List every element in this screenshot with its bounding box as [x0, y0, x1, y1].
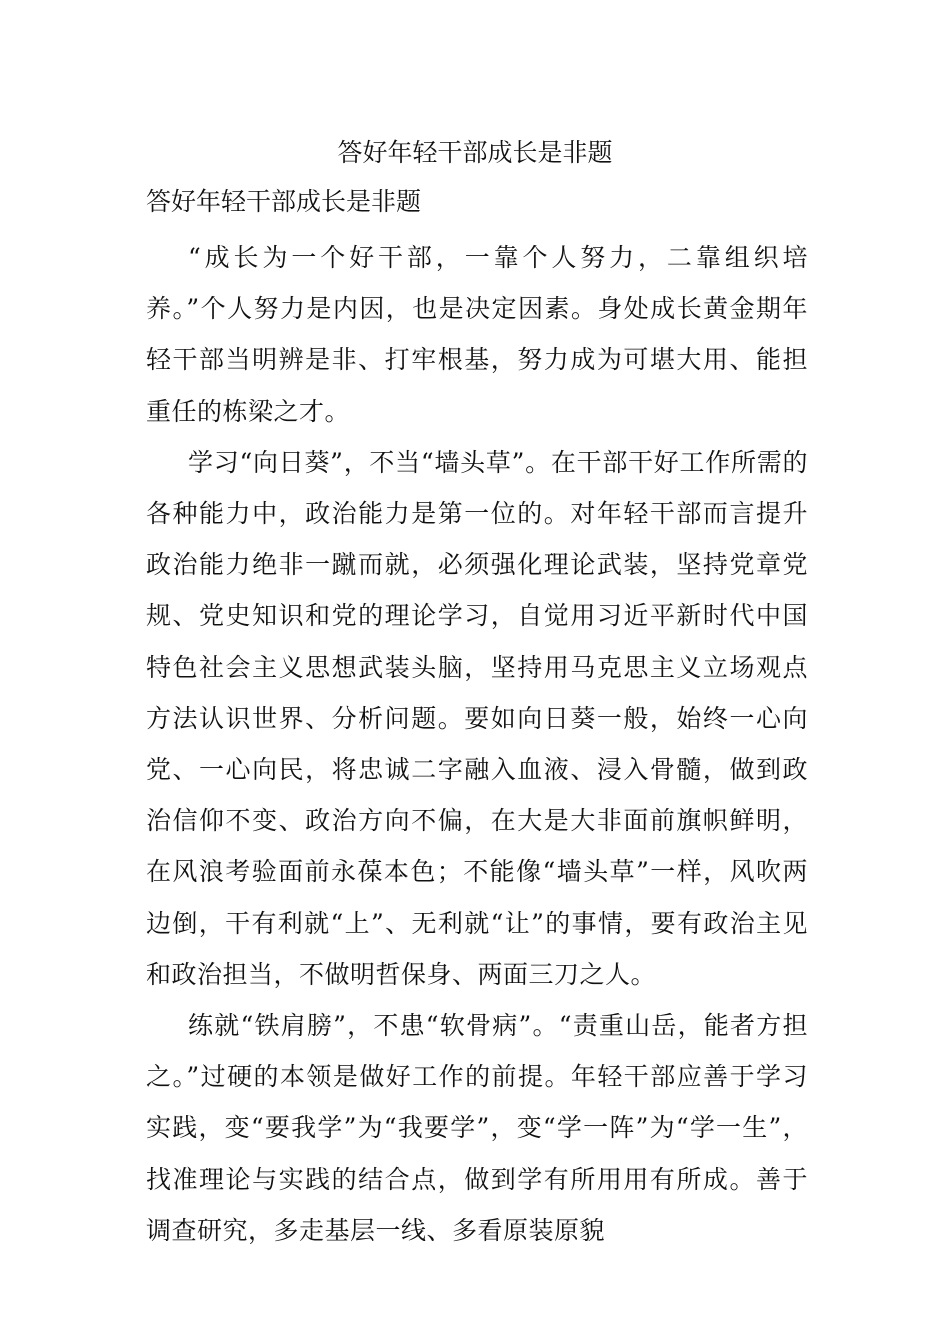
document-body — [146, 182, 808, 1256]
paragraph-1: “成长为一个好干部，一靠个人努力，二靠组织培养。”个人努力是内因，也是决定因素。身处成长黄金期年轻干部当明辨是非、打牢根基，努力成为可堪大用、能担重任的栋梁之才。 — [146, 243, 808, 426]
paragraph-2: 学习“向日葵”，不当“墙头草”。在干部干好工作所需的各种能力中，政治能力是第一位的。对年轻干部而言提升政治能力绝非一蹴而就，必须强化理论武装，坚持党章党规、党史知识和党的理论学习，自觉用习近平新时代中国特色社会主义思想武装头脑，坚持用马克思主义立场观点方法认识世界、分析问题。要如向日葵一般，始终一心向党、一心向民，将忠诚二字融入血液、浸入骨髓，做到政治信仰不变、政治方向不偏，在大是大非面前旗帜鲜明，在风浪考验面前永葆本色；不能像“墙头草”一样，风吹两边倒，干有利就“上”、无利就“让”的事情，要有政治主见和政治担当，不做明哲保身、两面三刀之人。 — [146, 447, 808, 989]
document-title: 答好年轻干部成长是非题 — [337, 138, 613, 167]
paragraph-3: 练就“铁肩膀”，不患“软骨病”。“责重山岳，能者方担之。”过硬的本领是做好工作的前提。年轻干部应善于学习实践，变“要我学”为“我要学”，变“学一阵”为“学一生”，找准理论与实践的结合点，做到学有所用用有所成。善于调查研究，多走基层一线、多看原装原貌 — [146, 1011, 808, 1245]
document-subtitle: 答好年轻干部成长是非题 — [146, 187, 422, 216]
